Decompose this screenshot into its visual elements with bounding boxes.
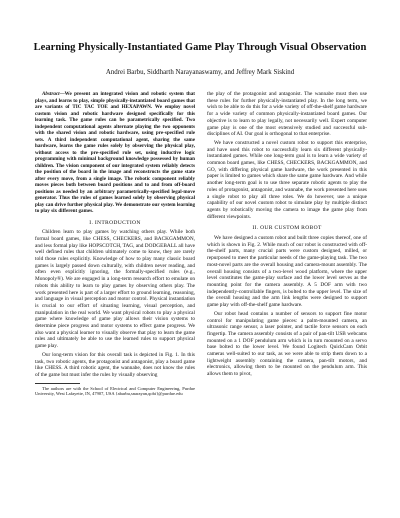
footnote-rule (35, 383, 80, 384)
abstract (35, 91, 195, 215)
intro-paragraph-2: Our long-term vision for this overall task is depicted in Fig. 1. In this task, two robotic agents, the protagonist and antagonist, play a board game like CHESS. A third robotic agent, the wannabe, does not know the rules of the game but must infer the rules by visually observing (35, 351, 195, 378)
robot-paragraph-2: Our robot head contains a number of sensors to support fine motor control for manipulating game pieces: a palm-mounted camera, an ultrasonic range sensor, a laser pointer, and tactile force sensors on each fingertip. The camera assembly consists of a pair of pan-tilt USB webcams mounted on a 1 DOF pendulum arm which is in turn mounted on a servo base bolted to the lower level. We found Logitech QuickCam Orbit cameras well-suited to our task, as we were able to strip them down to a lightweight assembly containing the camera, pan-tilt motors, and electronics, allowing them to be mounted on the pendulum arm. This allows them to pivot, (207, 310, 367, 378)
paper-title: Learning Physically-Instantiated Game Play Through Visual Observation (33, 42, 367, 53)
right-column (207, 91, 367, 380)
robot-paragraph-1: We have designed a custom robot and built three copies thereof, one of which is shown in Fig. 2. While much of our robot is constructed with off-the-shelf parts, many crucial parts were custom designed, milled, or repurposed to meet the particular needs of the game-playing task. The two most-novel parts are the overall housing and camera-mount assembly. The overall housing consists of a two-level wood platform, where the upper level constitutes the game-play surface and the lower level serves as the mounting point for the camera assembly. A 5 DOF arm with two independently-controllable fingers, is bolted to the upper level. The size of the overall housing and the arm link lengths were designed to support game play with off-the-shelf game hardware. (207, 235, 367, 309)
author-footnote: The authors are with the School of Electrical and Computer Engineering, Purdue University, West Lafayette, IN, 47907, USA {abarbu,snarayan,qobi}@purdue.edu (35, 385, 195, 397)
section-heading-introduction: I. INTRODUCTION (89, 219, 141, 226)
abstract-text: —We present an integrated vision and robotic system that plays, and learns to play, simple physically-instantiated board games that are variants of TIC TAC TOE and HEXAPAWN. We employ novel custom vision and robotic hardware designed specifically for this learning task. The game rules can be parametrically specified. Two independent computational agents alternate playing the two opponents with the shared vision and robotic hardware, using pre-specified rule sets. A third independent computational agent, sharing the same hardware, learns the game rules solely by observing the physical play, without access to the pre-specified rule set, using inductive logic programming with minimal background knowledge possessed by human children. The vision component of our integrated system reliably detects the position of the board in the image and reconstructs the game state after every move, from a single image. The robotic component reliably moves pieces both between board positions and to and from off-board positions as needed by an arbitrary parametrically-specified legal-move generator. Thus the rules of games learned solely by observing physical play can drive further physical play. We demonstrate our system learning to play six different games. (35, 91, 195, 214)
left-column (35, 91, 195, 399)
paper-authors: Andrei Barbu, Siddharth Narayanaswamy, and Jeffrey Mark Siskind (105, 69, 295, 76)
section-heading-robot: II. OUR CUSTOM ROBOT (252, 225, 322, 232)
intro-paragraph-3: the play of the protagonist and antagonist. The wannabe must then use these rules for further physically-instantiated play. In the long term, we wish to be able to do this for a wide variety of off-the-shelf game hardware for a wide variety of common physically-instantiated board games. Our objective is to learn to play legally, not necessarily well. Expert computer game play is one of the most extensively studied and successful sub-disciplines of AI. Our goal is orthogonal to that enterprise. (207, 91, 367, 138)
intro-paragraph-4: We have constructed a novel custom robot to support this enterprise, and have used this robot to successfully learn six different physically-instantiated games. While one long-term goal is to learn a wide variety of common board games, like CHESS, CHECKERS, BACKGAMMON, and GO, with differing physical game hardware, the work presented in this paper is limited to games which share the same game hardware. And while another long-term goal is to use three separate robotic agents to play the roles of protagonist, antagonist, and wannabe, the work presented here uses a single robot to play all three roles. We do however, use a unique capability of our novel custom robot to simulate play by multiple distinct agents by robotically moving the camera to image the game play from different viewpoints. (207, 139, 367, 220)
abstract-label: Abstract (42, 91, 60, 97)
intro-paragraph-1: Children learn to play games by watching others play. While both formal board games, like CHESS, CHECKERS, and BACKGAMMON, and less formal play like HOPSCOTCH, TAG, and DODGEBALL all have well defined rules that children ultimately come to know, they are rarely told those rules explicitly. Knowledge of how to play many classic board games is largely passed down culturally, with children never reading, and often even explicitly ignoring, the formally-specified rules (e.g., Monopoly®). We are engaged in a long-term research effort to emulate on robots this ability to learn to play games by observing others play. The work presented here is part of a larger effort to ground learning, reasoning, and language in visual perception and motor control. Physical instantiation is crucial to our effort of situating learning, visual perception, and manipulation in the real world. We want physical robots to play a physical game where knowledge of game play allows their vision systems to determine piece progress and motor systems to effect game progress. We also want a physical learner to visually observe that play to learn the game rules and ultimately be able to use the learned rules to support physical game play. (35, 229, 195, 350)
